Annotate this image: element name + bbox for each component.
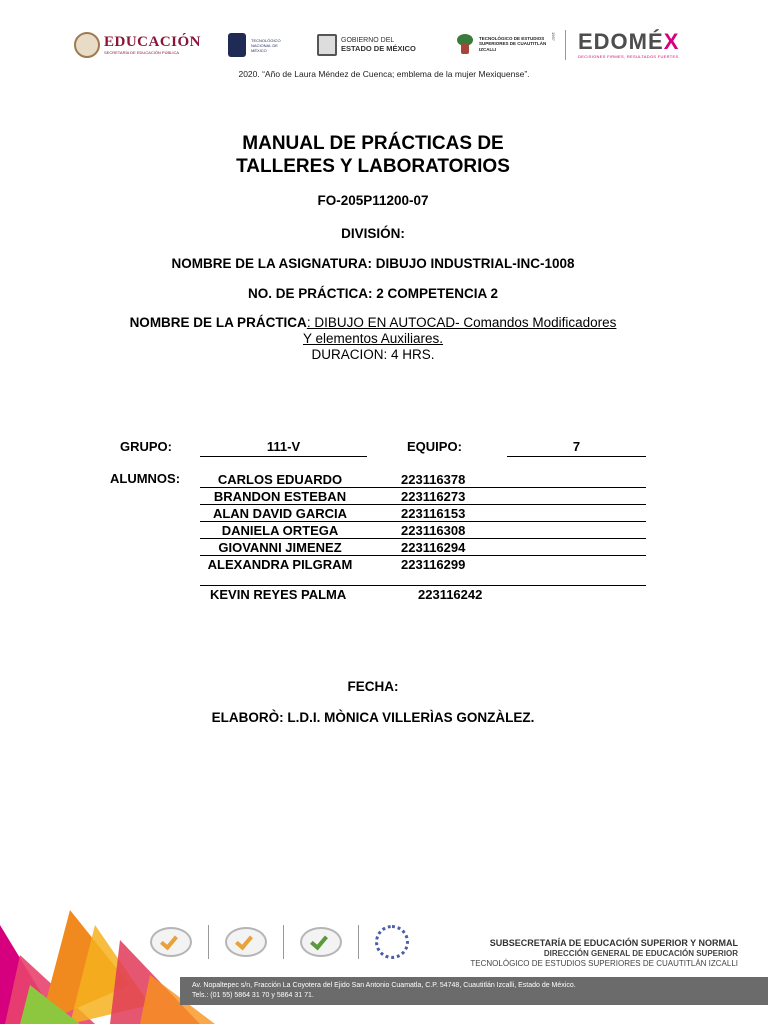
footer-address: [192, 981, 576, 1001]
student-name: BRANDON ESTEBAN: [213, 489, 347, 504]
stars-ring-icon: [375, 925, 409, 959]
student-row: [200, 556, 646, 586]
practice-name-line2: Y elementos Auxiliares.: [302, 331, 444, 346]
student-id: 223116273: [401, 489, 466, 504]
educacion-logo: [74, 32, 201, 58]
author-line: ELABORÒ: L.D.I. MÒNICA VILLERÌAS GONZÀLEZ.: [211, 710, 535, 725]
division-label: DIVISIÓN:: [341, 226, 405, 241]
footer-sub1: SUBSECRETARÍA DE EDUCACIÓN SUPERIOR Y NORMAL: [489, 938, 738, 948]
edomex-logo: [578, 30, 680, 59]
student-name: DANIELA ORTEGA: [221, 523, 339, 538]
gobierno-emblem-icon: [317, 34, 337, 56]
student-row: [200, 488, 646, 505]
group-label: GRUPO:: [120, 439, 172, 454]
tesci-logo: [455, 32, 556, 56]
footer-address-bar: [180, 977, 768, 1005]
tecnm-logo: [228, 33, 285, 57]
date-label: FECHA:: [347, 679, 399, 694]
practice-block: [0, 315, 746, 363]
group-value: 111-V: [200, 439, 367, 457]
footer-decoration-graphic: [0, 905, 215, 1024]
student-id: 223116378: [401, 472, 466, 487]
address-line: Av. Nopaltepec s/n, Fracción La Coyotera del Ejido San Antonio Cuamatla, C.P. 54748, Cuautitlán Izcalli, Estado de México.: [192, 982, 576, 989]
document-title: [0, 132, 746, 178]
document-code: FO-205P11200-07: [317, 193, 429, 208]
student-id: 223116299: [401, 557, 466, 572]
student-row: [200, 522, 646, 539]
student-row: [200, 539, 646, 556]
gobierno-logo: [317, 34, 416, 56]
title-line2: TALLERES Y LABORATORIOS: [236, 156, 510, 177]
subject-line: NOMBRE DE LA ASIGNATURA: DIBUJO INDUSTRIAL-INC-1008: [171, 256, 575, 271]
student-last-name: KEVIN REYES PALMA: [210, 587, 347, 602]
edu-logo-subtext: SECRETARÍA DE EDUCACIÓN PÚBLICA: [104, 50, 180, 55]
student-row: [200, 505, 646, 522]
team-value: 7: [507, 439, 646, 457]
gob-line1: GOBIERNO DEL: [341, 36, 395, 44]
student-name: GIOVANNI JIMENEZ: [218, 540, 342, 555]
edomex-sub: DECISIONES FIRMES, RESULTADOS FUERTES.: [578, 54, 680, 59]
motto: 2020. “Año de Laura Méndez de Cuenca; emblema de la mujer Mexiquense”.: [238, 69, 530, 79]
student-name: ALEXANDRA PILGRAM: [207, 557, 353, 572]
certification-badge-icon: [225, 927, 267, 957]
student-id: 223116153: [401, 506, 466, 521]
header-logos: [0, 30, 768, 64]
tesci-emblem-icon: [455, 32, 475, 56]
tecnm-text: TECNOLÓGICO NACIONAL DE MÉXICO: [251, 37, 281, 53]
team-label: EQUIPO:: [407, 439, 462, 454]
practice-name-line1: : DIBUJO EN AUTOCAD- Comandos Modificadores: [306, 315, 617, 330]
practice-label: NOMBRE DE LA PRÁCTICA: [129, 315, 307, 330]
certification-badge-icon: [150, 927, 192, 957]
tesci-year: 1997: [551, 32, 556, 41]
edomex-word: EDOMÉX: [578, 29, 680, 54]
footer-institution-block: [470, 938, 738, 968]
student-name: ALAN DAVID GARCIA: [212, 506, 348, 521]
logo-divider: [565, 30, 566, 60]
student-name: CARLOS EDUARDO: [217, 472, 343, 487]
gob-line2: ESTADO DE MÉXICO: [341, 43, 416, 53]
footer-sub2: DIRECCIÓN GENERAL DE EDUCACIÓN SUPERIOR: [543, 949, 738, 958]
footer-sub3: TECNOLÓGICO DE ESTUDIOS SUPERIORES DE CUAUTITLÁN IZCALLI: [470, 959, 738, 968]
duration: DURACION: 4 HRS.: [311, 347, 435, 362]
phones-line: Tels.: (01 55) 5864 31 70 y 5864 31 71.: [192, 992, 314, 999]
student-id: 223116294: [401, 540, 466, 555]
tesci-text: TECNOLÓGICO DE ESTUDIOS SUPERIORES DE CUAUTITLÁN IZCALLI: [479, 35, 547, 52]
certification-logos: [150, 925, 409, 959]
student-row: [200, 471, 646, 488]
student-last-id: 223116242: [418, 587, 483, 602]
edu-logo-text: EDUCACIÓN: [104, 34, 202, 50]
certification-badge-icon: [300, 927, 342, 957]
student-id: 223116308: [401, 523, 466, 538]
title-line1: MANUAL DE PRÁCTICAS DE: [242, 133, 504, 154]
practice-number: NO. DE PRÁCTICA: 2 COMPETENCIA 2: [247, 286, 499, 301]
students-label: ALUMNOS:: [110, 471, 181, 486]
mexico-seal-icon: [74, 32, 100, 58]
tecnm-emblem-icon: [228, 33, 246, 57]
